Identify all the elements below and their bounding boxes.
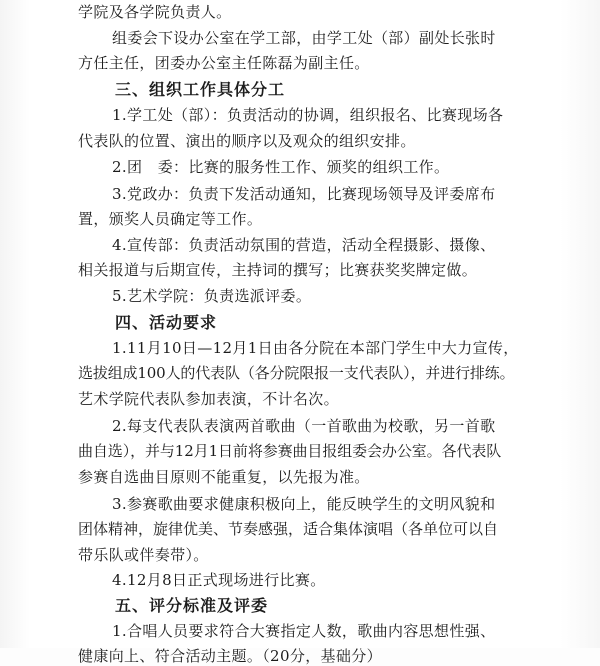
text-line: 带乐队或伴奏带）。 <box>78 546 209 564</box>
text-line: 2.团 委：比赛的服务性工作、颁奖的组织工作。 <box>112 158 450 176</box>
text-line: 3.参赛歌曲要求健康积极向上，能反映学生的文明风貌和 <box>112 495 496 513</box>
text-line: 曲自选），并与12月1日前将参赛曲目报组委会办公室。各代表队 <box>78 442 502 460</box>
text-line: 3.党政办：负责下发活动通知，比赛现场领导及评委席布 <box>112 185 496 203</box>
text-line: 参赛自选曲目原则不能重复，以先报为准。 <box>78 468 370 486</box>
text-line: 2.每支代表队表演两首歌曲（一首歌曲为校歌，另一首歌 <box>112 417 496 435</box>
text-line: 组委会下设办公室在学工部，由学工处（部）副处长张时 <box>112 29 496 47</box>
text-line: 健康向上、符合活动主题。（20分，基础分） <box>78 647 382 665</box>
text-line: 4.12月8日正式现场进行比赛。 <box>112 571 326 589</box>
text-line: 1.学工处（部）：负责活动的协调，组织报名、比赛现场各 <box>112 106 504 124</box>
text-line: 选拔组成100人的代表队（各分院限报一支代表队），并进行排练。 <box>78 364 515 382</box>
text-line: 1.合唱人员要求符合大赛指定人数，歌曲内容思想性强、 <box>112 622 496 640</box>
text-line: 相关报道与后期宣传，主持词的撰写；比赛获奖奖牌定做。 <box>78 261 478 279</box>
text-line: 5.艺术学院：负责选派评委。 <box>112 287 312 305</box>
section-heading: 五、评分标准及评委 <box>115 596 269 615</box>
text-line: 团体精神，旋律优美、节奏感强，适合集体演唱（各单位可以自 <box>78 520 499 538</box>
section-heading: 三、组织工作具体分工 <box>115 80 286 99</box>
text-line: 1.11月10日—12月1日由各分院在本部门学生中大力宣传， <box>112 339 519 357</box>
text-line: 4.宣传部：负责活动氛围的营造，活动全程摄影、摄像、 <box>112 236 496 254</box>
text-line: 学院及各学院负责人。 <box>78 3 232 21</box>
text-line: 艺术学院代表队参加表演，不计名次。 <box>78 390 339 408</box>
text-line: 方任主任，团委办公室主任陈磊为副主任。 <box>78 54 370 72</box>
text-line: 置，颁奖人员确定等工作。 <box>78 210 263 228</box>
section-heading: 四、活动要求 <box>115 313 218 332</box>
text-line: 代表队的位置、演出的顺序以及观众的组织安排。 <box>78 132 416 150</box>
